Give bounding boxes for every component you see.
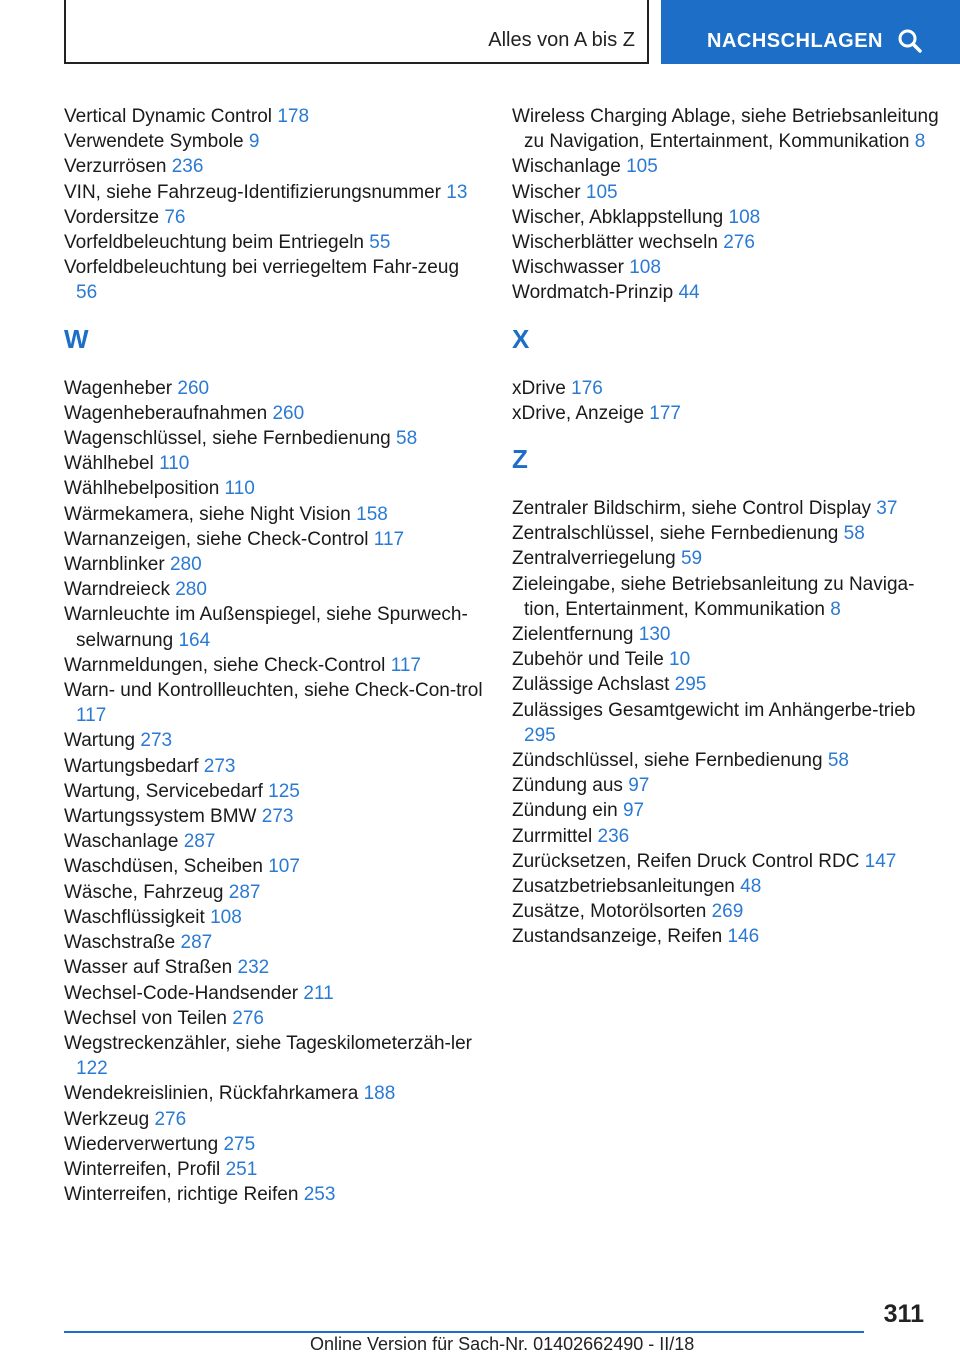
index-entry-text: Wäsche, Fahrzeug xyxy=(64,881,224,903)
page-reference-link[interactable]: 280 xyxy=(169,554,202,576)
index-entry xyxy=(512,899,942,924)
index-entry-text: Zentralverriegelung xyxy=(512,548,676,570)
index-entry xyxy=(64,1132,484,1157)
index-entry-text: Werkzeug xyxy=(64,1108,150,1130)
index-column-right xyxy=(512,104,942,950)
index-entry-text: Waschstraße xyxy=(64,932,176,954)
index-entry xyxy=(64,854,484,879)
index-entry-text: Winterreifen, richtige Reifen xyxy=(64,1184,299,1206)
index-entry-text: xDrive xyxy=(512,377,566,399)
index-entry-text: Wischer, Abklappstellung xyxy=(512,206,724,228)
page-reference-link[interactable]: 211 xyxy=(303,982,334,1004)
page-reference-link[interactable]: 287 xyxy=(228,881,261,903)
page-reference-link[interactable]: 260 xyxy=(272,402,305,424)
index-entry-text: Warnanzeigen, siehe Check-Control xyxy=(64,528,369,550)
page-reference-link[interactable]: 276 xyxy=(154,1108,187,1130)
page-reference-link[interactable]: 48 xyxy=(740,876,762,898)
index-entry-text: Zentraler Bildschirm, siehe Control Display xyxy=(512,498,872,520)
index-entry xyxy=(512,521,942,546)
page-reference-link[interactable]: 280 xyxy=(175,579,207,601)
index-entry xyxy=(64,255,484,305)
index-entry-text: Wechsel-Code-Handsender xyxy=(64,982,299,1004)
index-entry-text: Warnblinker xyxy=(64,554,165,576)
index-entry xyxy=(64,577,484,602)
index-entry-text: Wartung, Servicebedarf xyxy=(64,780,263,802)
index-entry-text: Wordmatch-Prinzip xyxy=(512,282,674,304)
index-entry xyxy=(64,678,484,728)
index-entry xyxy=(64,754,484,779)
index-entry xyxy=(512,104,942,154)
index-entry xyxy=(512,180,942,205)
index-entry xyxy=(64,1081,484,1106)
index-entry xyxy=(512,572,942,622)
page-reference-link[interactable]: 58 xyxy=(396,428,418,450)
page-reference-link[interactable]: 107 xyxy=(268,856,300,878)
page-reference-link[interactable]: 117 xyxy=(76,705,107,727)
index-entry xyxy=(64,451,484,476)
index-entry-text: VIN, siehe Fahrzeug-Identifizierungsnummer xyxy=(64,181,442,203)
section-title: Alles von A bis Z xyxy=(488,29,635,51)
index-entry-text: Waschanlage xyxy=(64,831,179,853)
index-entry-text: Wischwasser xyxy=(512,257,624,279)
page-reference-link[interactable]: 56 xyxy=(76,282,98,304)
index-entry xyxy=(64,602,484,652)
page-reference-link[interactable]: 8 xyxy=(830,598,841,620)
index-entry xyxy=(64,930,484,955)
index-entry-text: Wählhebelposition xyxy=(64,478,220,500)
page-reference-link[interactable]: 273 xyxy=(261,806,294,828)
section-letter: W xyxy=(64,323,89,354)
tab-label: NACHSCHLAGEN xyxy=(707,30,883,52)
index-entry xyxy=(64,880,484,905)
nachschlagen-tab[interactable] xyxy=(661,0,960,64)
page-reference-link[interactable]: 164 xyxy=(178,629,211,651)
index-entry-text: Wiederverwertung xyxy=(64,1133,219,1155)
page-reference-link[interactable]: 108 xyxy=(629,257,661,279)
page-reference-link[interactable]: 295 xyxy=(674,674,707,696)
index-entry-text: Zusatzbetriebsanleitungen xyxy=(512,876,735,898)
index-entry xyxy=(512,255,942,280)
index-entry-text: Zusätze, Motorölsorten xyxy=(512,901,707,923)
page-reference-link[interactable]: 37 xyxy=(876,498,898,520)
index-entry-text: Wärmekamera, siehe Night Vision xyxy=(64,503,351,525)
index-entry xyxy=(64,1182,484,1207)
index-entry xyxy=(64,401,484,426)
page-reference-link[interactable]: 9 xyxy=(248,131,260,153)
index-entry xyxy=(64,728,484,753)
index-entry xyxy=(64,981,484,1006)
index-entry xyxy=(64,955,484,980)
index-entry-text: Wagenheber xyxy=(64,377,173,399)
index-entry xyxy=(512,798,942,823)
index-entry xyxy=(64,502,484,527)
index-entry-text: Wagenheberaufnahmen xyxy=(64,402,268,424)
page-reference-link[interactable]: 58 xyxy=(827,750,849,772)
index-entry xyxy=(512,824,942,849)
index-entry xyxy=(64,205,484,230)
index-entry xyxy=(64,476,484,501)
index-entry xyxy=(512,280,942,305)
page-reference-link[interactable]: 59 xyxy=(680,548,703,570)
section-letter: X xyxy=(512,323,530,354)
index-entry xyxy=(64,527,484,552)
index-entry-text: Winterreifen, Profil xyxy=(64,1158,221,1180)
index-entry-text: Verwendete Symbole xyxy=(64,131,244,153)
index-entry xyxy=(64,1006,484,1031)
page-reference-link[interactable]: 287 xyxy=(183,831,216,853)
page-reference-link[interactable]: 110 xyxy=(159,453,190,475)
page-reference-link[interactable]: 273 xyxy=(203,755,236,777)
index-entry-text: xDrive, Anzeige xyxy=(512,402,645,424)
page-reference-link[interactable]: 97 xyxy=(622,800,645,822)
index-column-left xyxy=(64,104,484,1207)
index-entry xyxy=(64,905,484,930)
page-reference-link[interactable]: 178 xyxy=(277,106,310,127)
index-entry-text: Waschdüsen, Scheiben xyxy=(64,856,263,878)
page-reference-link[interactable]: 177 xyxy=(649,402,681,424)
index-entry-text: Wechsel von Teilen xyxy=(64,1007,228,1029)
index-entry-text: Vordersitze xyxy=(64,206,160,228)
index-entry xyxy=(512,924,942,949)
index-entry-text: Zündung aus xyxy=(512,775,623,797)
page-reference-link[interactable]: 188 xyxy=(363,1083,396,1105)
index-entry-text: Wartung xyxy=(64,730,136,752)
index-entry xyxy=(64,376,484,401)
page-reference-link[interactable]: 273 xyxy=(140,730,173,752)
index-entry xyxy=(512,401,942,426)
page-reference-link[interactable]: 105 xyxy=(626,156,658,178)
index-entry-text: Wischanlage xyxy=(512,156,621,178)
index-entry xyxy=(64,779,484,804)
index-entry xyxy=(64,426,484,451)
index-entry-text: Waschflüssigkeit xyxy=(64,906,205,928)
index-entry xyxy=(64,129,484,154)
index-entry-text: Wendekreislinien, Rückfahrkamera xyxy=(64,1083,359,1105)
index-entry xyxy=(64,653,484,678)
index-entry xyxy=(64,1107,484,1132)
index-entry xyxy=(512,154,942,179)
page-reference-link[interactable]: 108 xyxy=(728,206,761,228)
page-reference-link[interactable]: 55 xyxy=(369,232,391,254)
index-entry-text: Wagenschlüssel, siehe Fernbedienung xyxy=(64,428,391,450)
index-entry-text: Zentralschlüssel, siehe Fernbedienung xyxy=(512,523,839,545)
index-entry xyxy=(512,698,942,748)
index-entry-text: Zubehör und Teile xyxy=(512,649,664,671)
page-number: 311 xyxy=(883,1300,924,1328)
page-reference-link[interactable]: 176 xyxy=(571,377,603,399)
page-reference-link[interactable]: 76 xyxy=(164,206,186,228)
page-reference-link[interactable]: 146 xyxy=(727,926,760,948)
index-entry xyxy=(512,205,942,230)
index-entry-text: Wählhebel xyxy=(64,453,154,475)
index-entry-text: Zurücksetzen, Reifen Druck Control RDC xyxy=(512,850,860,872)
page-reference-link[interactable]: 44 xyxy=(678,282,700,304)
page-reference-link[interactable]: 232 xyxy=(237,957,270,979)
index-entry xyxy=(512,622,942,647)
index-entry xyxy=(64,180,484,205)
index-entry xyxy=(64,804,484,829)
index-entry xyxy=(512,376,942,401)
index-entry xyxy=(64,1157,484,1182)
index-entry-text: Zündschlüssel, siehe Fernbedienung xyxy=(512,750,823,772)
index-entry-text: Wischerblätter wechseln xyxy=(512,232,718,254)
index-entry xyxy=(512,230,942,255)
index-entry xyxy=(64,230,484,255)
index-entry-text: Wartungsbedarf xyxy=(64,755,199,777)
page-reference-link[interactable]: 108 xyxy=(210,906,242,928)
index-entry xyxy=(512,874,942,899)
page-reference-link[interactable]: 158 xyxy=(356,503,388,525)
index-entry-text: Zieleingabe, siehe Betriebsanleitung zu Naviga-tion, Entertainment, Kommunikation xyxy=(512,573,915,620)
index-entry-text: Vorfeldbeleuchtung bei verriegeltem Fahr-zeug xyxy=(64,257,460,279)
page-reference-link[interactable]: 58 xyxy=(843,523,865,545)
index-entry xyxy=(512,647,942,672)
index-entry-text: Zustandsanzeige, Reifen xyxy=(512,926,723,948)
index-entry-text: Vertical Dynamic Control xyxy=(64,106,273,127)
page-reference-link[interactable]: 251 xyxy=(225,1158,258,1180)
index-entry-text: Zielentfernung xyxy=(512,624,634,646)
index-entry-text: Warnmeldungen, siehe Check-Control xyxy=(64,654,386,676)
search-icon[interactable] xyxy=(897,28,923,54)
index-entry-text: Verzurrösen xyxy=(64,156,167,178)
index-entry xyxy=(512,773,942,798)
index-entry xyxy=(64,552,484,577)
page-reference-link[interactable]: 13 xyxy=(446,181,468,203)
index-entry-text: Wireless Charging Ablage, siehe Betriebsanleitung zu Navigation, Entertainment, Kommunikation xyxy=(512,106,939,153)
page-reference-link[interactable]: 287 xyxy=(180,932,213,954)
index-entry-text: Warndreieck xyxy=(64,579,170,601)
index-entry-text: Wischer xyxy=(512,181,581,203)
page-reference-link[interactable]: 110 xyxy=(224,478,255,500)
index-entry-text: Wasser auf Straßen xyxy=(64,957,233,979)
page-reference-link[interactable]: 147 xyxy=(864,850,897,872)
section-letter: Z xyxy=(512,444,528,475)
page-reference-link[interactable]: 260 xyxy=(177,377,210,399)
page-reference-link[interactable]: 295 xyxy=(524,724,556,746)
index-entry-text: Vorfeldbeleuchtung beim Entriegeln xyxy=(64,232,364,254)
page-reference-link[interactable]: 117 xyxy=(390,654,421,676)
index-entry-text: Warn- und Kontrollleuchten, siehe Check-Con-trol xyxy=(64,680,483,702)
page-reference-link[interactable]: 97 xyxy=(628,775,650,797)
page-reference-link[interactable]: 276 xyxy=(723,232,755,254)
index-entry-text: Warnleuchte im Außenspiegel, siehe Spurwech-selwarnung xyxy=(64,604,468,651)
index-entry xyxy=(512,546,942,571)
index-entry xyxy=(512,496,942,521)
index-entry-text: Wegstreckenzähler, siehe Tageskilometerzäh-ler xyxy=(64,1032,472,1054)
page-reference-link[interactable]: 269 xyxy=(711,901,744,923)
page-reference-link[interactable]: 236 xyxy=(171,156,204,178)
index-entry xyxy=(64,104,484,129)
page-reference-link[interactable]: 236 xyxy=(597,825,630,847)
index-entry xyxy=(64,154,484,179)
online-version-note: Online Version für Sach-Nr. 01402662490 - II/18 xyxy=(310,1334,695,1354)
page-reference-link[interactable]: 130 xyxy=(638,624,671,646)
page-reference-link[interactable]: 122 xyxy=(76,1058,108,1080)
index-entry-text: Zulässiges Gesamtgewicht im Anhängerbe-trieb xyxy=(512,699,916,721)
index-entry-text: Zurrmittel xyxy=(512,825,593,847)
page-reference-link[interactable]: 276 xyxy=(232,1007,264,1029)
index-entry xyxy=(64,829,484,854)
page-reference-link[interactable]: 10 xyxy=(669,649,691,671)
index-entry-text: Zulässige Achslast xyxy=(512,674,670,696)
footer-divider xyxy=(64,1331,864,1333)
index-entry-text: Zündung ein xyxy=(512,800,618,822)
index-entry xyxy=(512,849,942,874)
page-reference-link[interactable]: 125 xyxy=(268,780,300,802)
index-entry xyxy=(512,748,942,773)
page-reference-link[interactable]: 105 xyxy=(585,181,618,203)
page-reference-link[interactable]: 8 xyxy=(914,131,926,153)
page-reference-link[interactable]: 117 xyxy=(373,528,405,550)
index-entry xyxy=(64,1031,484,1081)
index-entry xyxy=(512,672,942,697)
page-reference-link[interactable]: 275 xyxy=(223,1133,256,1155)
index-entry-text: Wartungssystem BMW xyxy=(64,806,257,828)
section-header-box xyxy=(64,0,649,64)
page-reference-link[interactable]: 253 xyxy=(303,1184,336,1206)
